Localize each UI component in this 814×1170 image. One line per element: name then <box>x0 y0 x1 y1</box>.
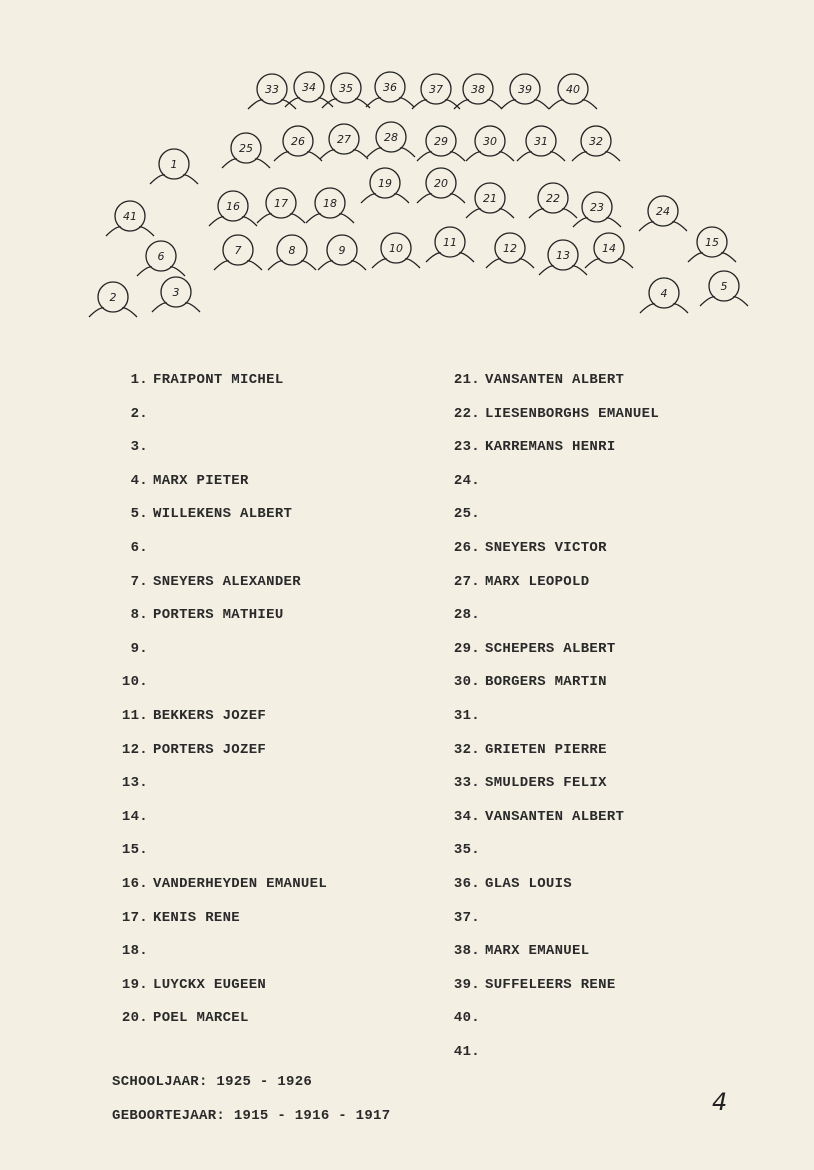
seat-number: 7 <box>234 244 242 257</box>
seat-number: 23 <box>590 201 604 214</box>
seat-number: 27 <box>337 133 351 146</box>
roster-name: VANSANTEN ALBERT <box>485 372 625 388</box>
seat-25 <box>222 133 270 168</box>
seat-28 <box>367 122 415 157</box>
seat-4 <box>640 278 688 313</box>
roster-entry <box>440 707 659 741</box>
seat-8 <box>268 235 316 270</box>
roster-name: MARX EMANUEL <box>485 943 590 960</box>
roster-entry <box>108 909 327 943</box>
birth-years: GEBOORTEJAAR: 1915 - 1916 - 1917 <box>112 1108 391 1124</box>
seat-number: 34 <box>302 81 316 94</box>
roster-number: 8. <box>130 607 148 624</box>
seat-number: 2 <box>109 291 117 304</box>
seat-3 <box>152 277 200 312</box>
roster-name: SMULDERS FELIX <box>485 775 607 792</box>
seat-number: 14 <box>602 242 616 255</box>
roster-entry <box>440 774 659 808</box>
seat-number: 16 <box>226 200 240 213</box>
roster-name: LIESENBORGHS EMANUEL <box>485 405 660 422</box>
seat-number: 4 <box>660 287 668 300</box>
seat-34 <box>285 72 333 107</box>
seat-number: 11 <box>443 236 457 249</box>
roster-entry <box>108 841 327 875</box>
seat-19 <box>361 168 409 203</box>
roster-entry <box>440 1009 659 1043</box>
seat-number: 38 <box>471 83 485 96</box>
roster-entry <box>108 606 327 640</box>
seat-12 <box>486 233 534 268</box>
roster-number: 40. <box>453 1010 480 1027</box>
seat-20 <box>417 168 465 203</box>
roster-number: 29. <box>453 640 480 657</box>
roster-entry <box>108 673 327 707</box>
seat-40 <box>549 74 597 109</box>
roster-number: 24. <box>453 472 480 489</box>
roster-left-column <box>108 371 327 1043</box>
seat-number: 10 <box>389 242 403 255</box>
seat-number: 37 <box>429 83 443 96</box>
roster-name: WILLEKENS ALBERT <box>153 506 293 523</box>
seat-number: 17 <box>274 197 288 210</box>
roster-number: 26. <box>453 539 480 556</box>
roster-entry <box>440 976 659 1010</box>
seat-27 <box>320 124 368 159</box>
seat-15 <box>688 227 736 262</box>
seat-number: 31 <box>534 135 548 148</box>
roster-number: 18. <box>121 943 148 960</box>
seat-11 <box>426 227 474 262</box>
roster-name: LUYCKX EUGEEN <box>153 976 267 993</box>
roster-entry <box>108 808 327 842</box>
seat-number: 19 <box>378 177 392 190</box>
roster-number: 34. <box>453 808 480 825</box>
roster-number: 4. <box>130 472 148 489</box>
seat-30 <box>466 126 514 161</box>
roster-number: 32. <box>453 741 480 758</box>
roster-entry <box>108 976 327 1010</box>
roster-number: 16. <box>121 875 148 892</box>
roster-number: 19. <box>121 976 148 993</box>
roster-number: 21. <box>453 372 480 388</box>
seat-number: 35 <box>339 82 353 95</box>
roster-entry <box>108 875 327 909</box>
roster-name: VANSANTEN ALBERT <box>485 808 625 825</box>
roster-number: 9. <box>130 640 148 657</box>
roster-number: 15. <box>121 842 148 859</box>
seat-23 <box>573 192 621 227</box>
roster-entry <box>440 539 659 573</box>
roster-number: 27. <box>453 573 480 590</box>
roster-number: 37. <box>453 909 480 926</box>
seat-18 <box>306 188 354 223</box>
roster-number: 22. <box>453 405 480 422</box>
seat-number: 29 <box>434 135 448 148</box>
roster-name: GRIETEN PIERRE <box>485 741 607 758</box>
seat-7 <box>214 235 262 270</box>
roster-number: 30. <box>453 674 480 691</box>
roster-entry <box>440 741 659 775</box>
roster-entry <box>108 573 327 607</box>
roster-number: 2. <box>130 405 148 422</box>
roster-right-column <box>440 371 659 1076</box>
roster-number: 10. <box>121 674 148 691</box>
seat-number: 8 <box>288 244 296 257</box>
seat-37 <box>412 74 460 109</box>
roster-name: PORTERS MATHIEU <box>153 607 284 624</box>
seat-number: 24 <box>656 205 670 218</box>
seat-number: 28 <box>384 131 398 144</box>
seat-number: 32 <box>589 135 603 148</box>
seat-14 <box>585 233 633 268</box>
roster-name: SUFFELEERS RENE <box>485 976 616 993</box>
roster-number: 28. <box>453 607 480 624</box>
roster-name: SCHEPERS ALBERT <box>485 640 616 657</box>
roster-entry <box>108 1009 327 1043</box>
roster-number: 20. <box>121 1010 148 1027</box>
roster-number: 33. <box>453 775 480 792</box>
roster-entry <box>440 438 659 472</box>
roster-number: 25. <box>453 506 480 523</box>
roster-entry <box>440 875 659 909</box>
roster-name: KENIS RENE <box>153 909 241 926</box>
roster-entry <box>108 371 327 405</box>
roster-entry <box>108 741 327 775</box>
seat-32 <box>572 126 620 161</box>
seat-21 <box>466 183 514 218</box>
seat-number: 20 <box>434 177 448 190</box>
seat-16 <box>209 191 257 226</box>
roster-name: VANDERHEYDEN EMANUEL <box>153 875 328 892</box>
seat-41 <box>106 201 154 236</box>
roster-number: 12. <box>121 741 148 758</box>
roster-number: 17. <box>121 909 148 926</box>
seat-22 <box>529 183 577 218</box>
seat-2 <box>89 282 137 317</box>
roster-entry <box>440 371 659 405</box>
roster-entry <box>440 1043 659 1077</box>
roster-number: 36. <box>453 875 480 892</box>
roster-entry <box>108 505 327 539</box>
roster-number: 6. <box>130 539 148 556</box>
roster-entry <box>440 942 659 976</box>
seat-number: 30 <box>483 135 497 148</box>
seat-number: 12 <box>503 242 517 255</box>
roster-entry <box>440 573 659 607</box>
roster-name: BORGERS MARTIN <box>485 674 607 691</box>
roster-entry <box>440 909 659 943</box>
roster-entry <box>440 808 659 842</box>
seat-6 <box>137 241 185 276</box>
roster-entry <box>440 841 659 875</box>
seat-24 <box>639 196 687 231</box>
seat-number: 39 <box>518 83 532 96</box>
roster-entry <box>108 405 327 439</box>
roster-name: KARREMANS HENRI <box>485 439 616 456</box>
roster-number: 1. <box>130 372 148 388</box>
seat-38 <box>454 74 502 109</box>
roster-name: BEKKERS JOZEF <box>153 707 267 724</box>
roster-name: POEL MARCEL <box>153 1010 249 1027</box>
roster-number: 7. <box>130 573 148 590</box>
roster-entry <box>108 539 327 573</box>
roster-number: 35. <box>453 842 480 859</box>
roster-name: SNEYERS ALEXANDER <box>153 573 301 590</box>
seat-31 <box>517 126 565 161</box>
roster-name: PORTERS JOZEF <box>153 741 267 758</box>
roster-name: SNEYERS VICTOR <box>485 539 607 556</box>
seat-number: 22 <box>546 192 560 205</box>
roster-entry <box>108 472 327 506</box>
seat-1 <box>150 149 198 184</box>
roster-entry <box>108 774 327 808</box>
seat-number: 26 <box>291 135 305 148</box>
seat-26 <box>274 126 322 161</box>
roster-entry <box>108 707 327 741</box>
roster-entry <box>108 640 327 674</box>
seat-number: 3 <box>172 286 180 299</box>
roster-entry <box>108 942 327 976</box>
seat-number: 5 <box>720 280 728 293</box>
page-number: 4 <box>712 1088 728 1116</box>
roster-number: 41. <box>453 1043 480 1060</box>
seat-number: 21 <box>483 192 497 205</box>
seat-number: 1 <box>170 158 178 171</box>
seat-29 <box>417 126 465 161</box>
roster-entry <box>440 405 659 439</box>
roster-entry <box>440 640 659 674</box>
seat-9 <box>318 235 366 270</box>
roster-number: 14. <box>121 808 148 825</box>
seat-number: 15 <box>705 236 719 249</box>
seat-number: 41 <box>123 210 137 223</box>
roster-name: MARX LEOPOLD <box>485 573 590 590</box>
seat-number: 13 <box>556 249 570 262</box>
roster-name: MARX PIETER <box>153 472 249 489</box>
roster-name: GLAS LOUIS <box>485 875 573 892</box>
seat-number: 18 <box>323 197 337 210</box>
seat-number: 25 <box>239 142 253 155</box>
seat-number: 33 <box>265 83 279 96</box>
seat-36 <box>366 72 414 107</box>
class-photo-seating-diagram <box>0 0 814 330</box>
roster-number: 23. <box>453 439 480 456</box>
seat-13 <box>539 240 587 275</box>
seat-number: 40 <box>566 83 580 96</box>
roster-number: 39. <box>453 976 480 993</box>
roster-number: 5. <box>130 506 148 523</box>
roster-name: FRAIPONT MICHEL <box>153 372 284 388</box>
roster-number: 38. <box>453 943 480 960</box>
school-year: SCHOOLJAAR: 1925 - 1926 <box>112 1074 313 1090</box>
roster-number: 13. <box>121 775 148 792</box>
seat-number: 9 <box>338 244 346 257</box>
roster-entry <box>108 438 327 472</box>
roster-entry <box>440 606 659 640</box>
roster-number: 31. <box>453 707 480 724</box>
seat-10 <box>372 233 420 268</box>
roster-entry <box>440 505 659 539</box>
seat-17 <box>257 188 305 223</box>
roster-entry <box>440 673 659 707</box>
roster-entry <box>440 472 659 506</box>
seat-number: 6 <box>157 250 165 263</box>
seat-5 <box>700 271 748 306</box>
roster-number: 3. <box>130 439 148 456</box>
seat-number: 36 <box>383 81 397 94</box>
roster-number: 11. <box>121 707 148 724</box>
seat-39 <box>501 74 549 109</box>
